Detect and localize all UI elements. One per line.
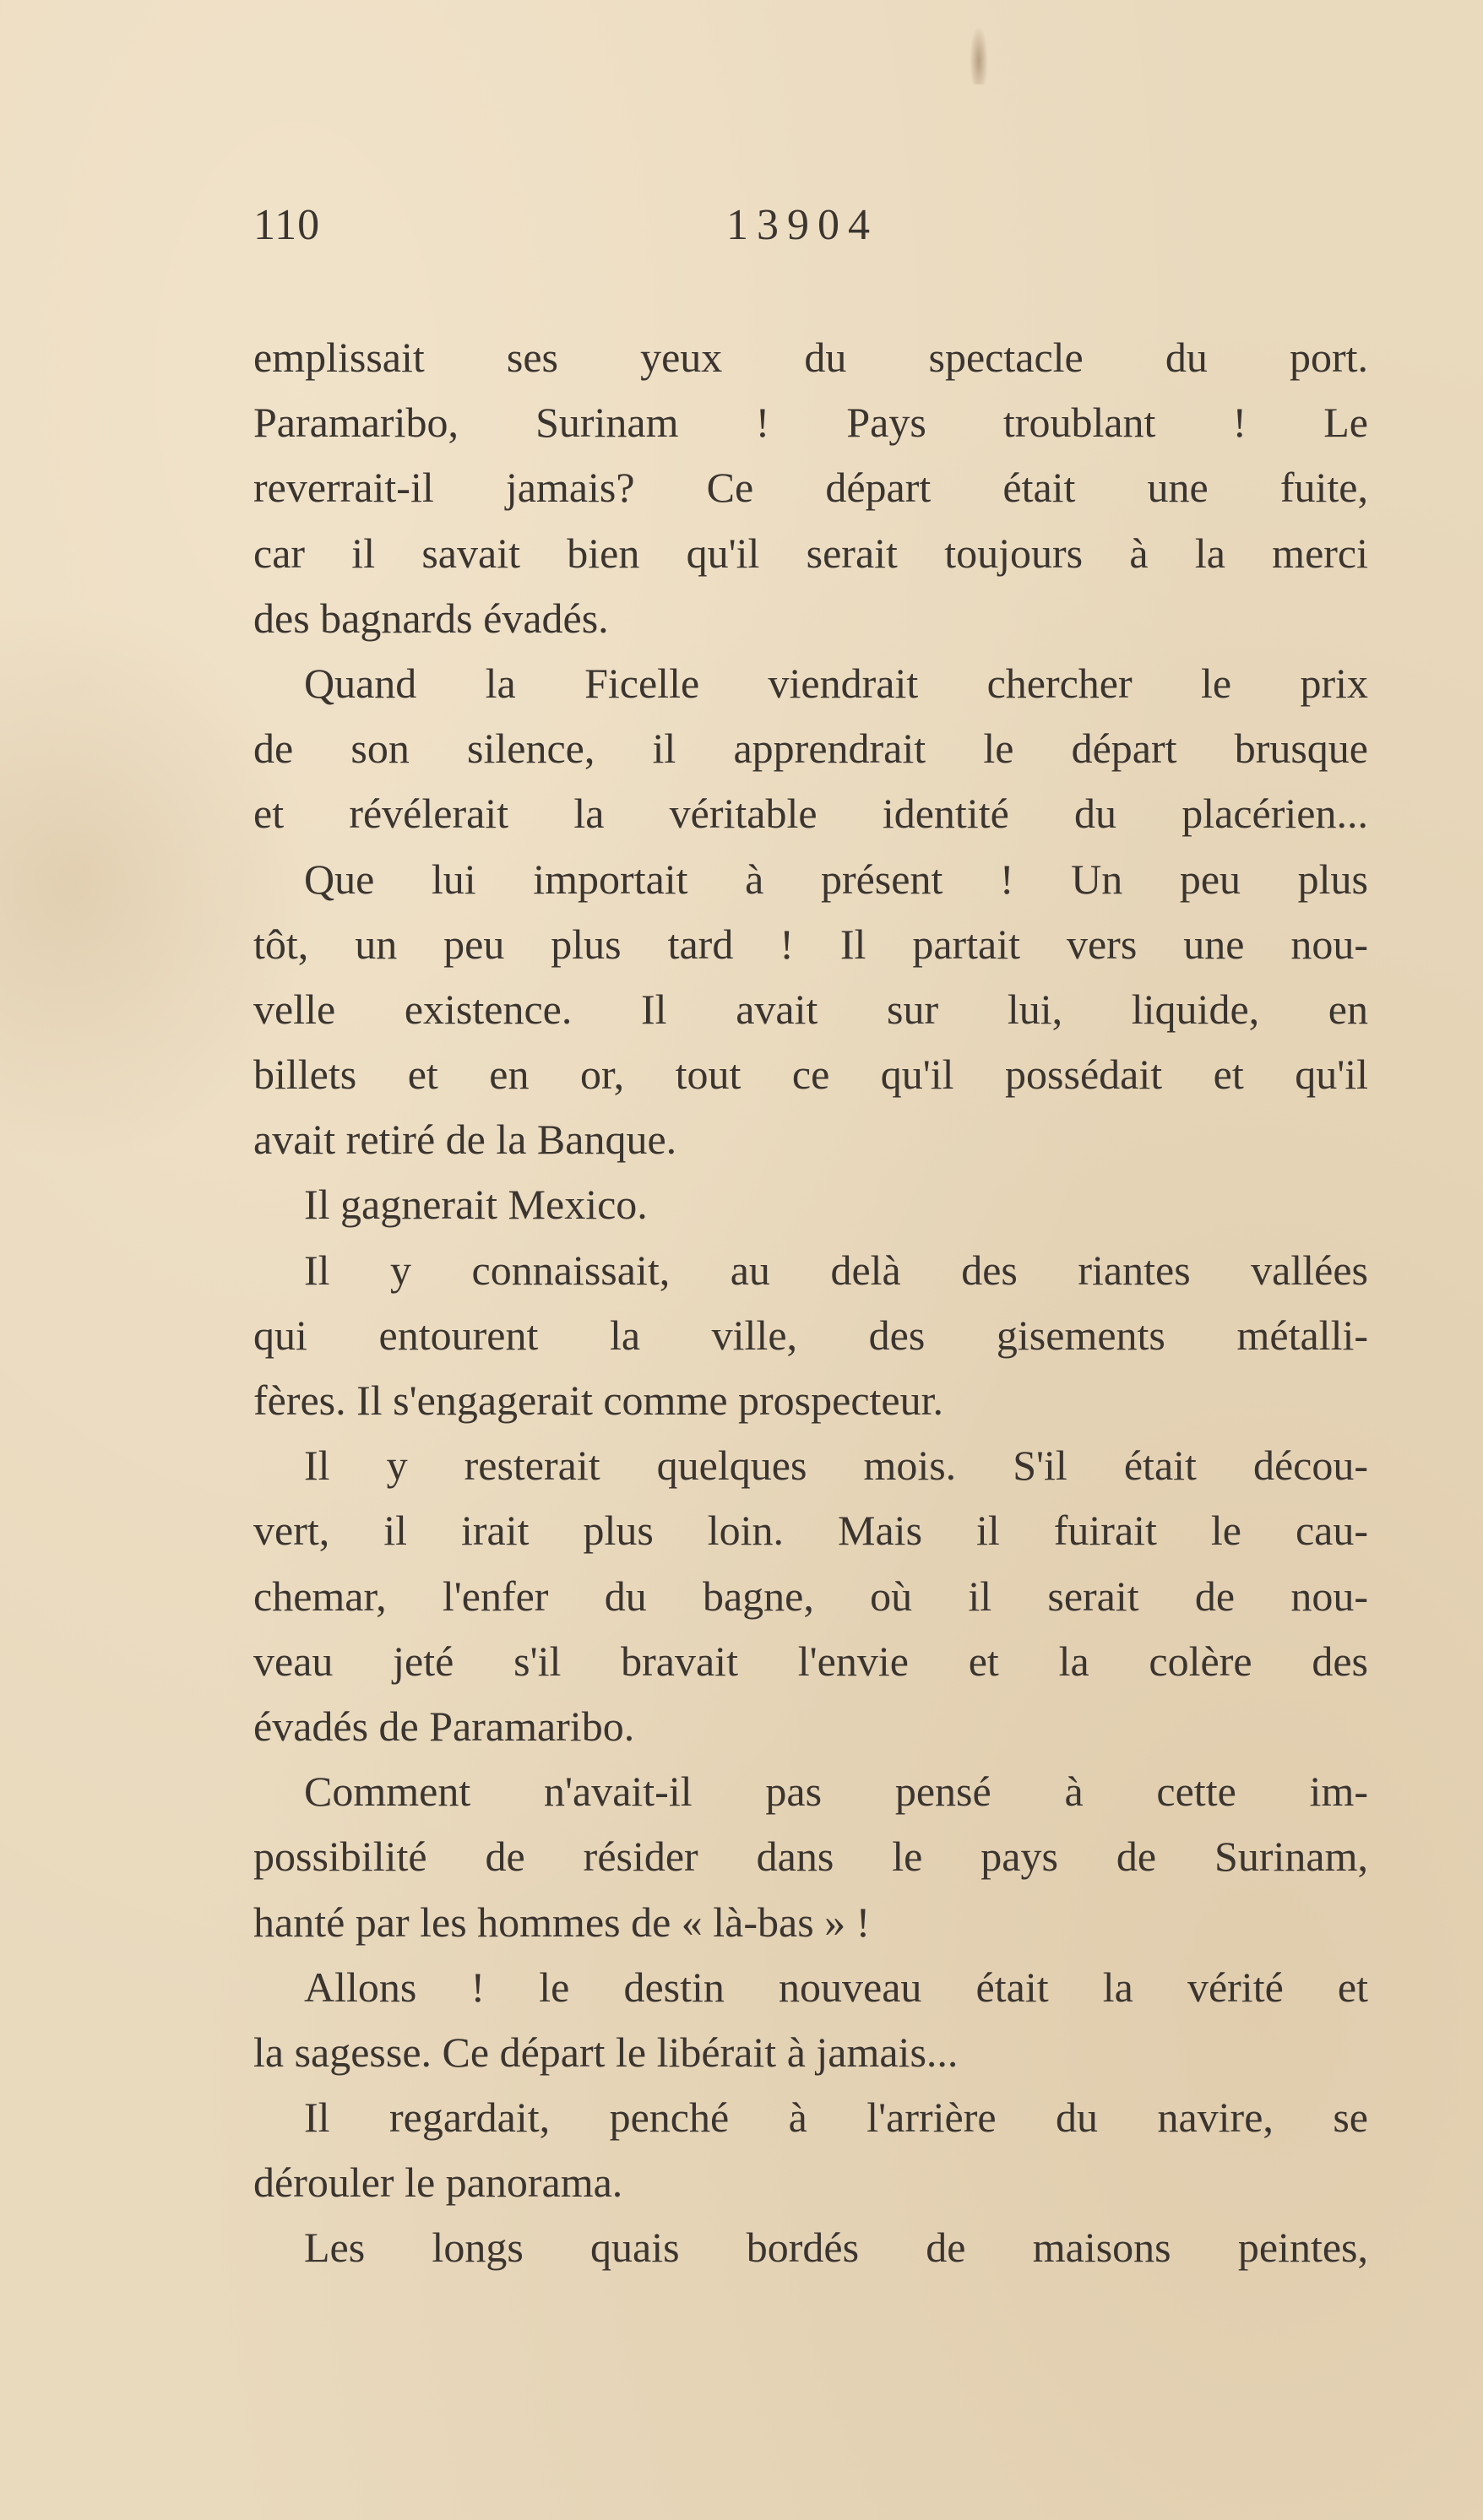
paper-stain	[970, 25, 988, 84]
page-number: 110	[253, 201, 321, 249]
text-line: Quand la Ficelle viendrait chercher le prix	[304, 659, 1368, 707]
text-line: emplissait ses yeux du spectacle du port.	[253, 334, 1368, 381]
text-line: Il gagnerait Mexico.	[304, 1181, 648, 1229]
page-header	[253, 196, 1368, 255]
text-line: chemar, l'enfer du bagne, où il serait de nou-	[253, 1572, 1368, 1620]
text-line: veau jeté s'il bravait l'envie et la colère des	[253, 1637, 1368, 1685]
text-line: possibilité de résider dans le pays de Surinam,	[253, 1833, 1368, 1881]
text-line: des bagnards évadés.	[253, 594, 609, 642]
text-line: car il savait bien qu'il serait toujours à la merci	[253, 529, 1368, 577]
text-line: vert, il irait plus loin. Mais il fuirait le cau-	[253, 1507, 1368, 1555]
text-line: Les longs quais bordés de maisons peintes,	[304, 2224, 1368, 2272]
text-line: Comment n'avait-il pas pensé à cette im-	[304, 1768, 1368, 1816]
text-line: tôt, un peu plus tard ! Il partait vers une nou-	[253, 920, 1368, 968]
text-line: la sagesse. Ce départ le libérait à jamais...	[253, 2028, 959, 2076]
text-line: Il regardait, penché à l'arrière du navire, se	[304, 2094, 1368, 2142]
text-line: Paramaribo, Surinam ! Pays troublant ! Le	[253, 399, 1368, 447]
text-line: Allons ! le destin nouveau était la vérité et	[304, 1963, 1368, 2011]
text-line: qui entourent la ville, des gisements métalli-	[253, 1311, 1368, 1359]
text-line: billets et en or, tout ce qu'il possédait et qu'il	[253, 1051, 1368, 1099]
text-line: Il y connaissait, au delà des riantes vallées	[304, 1246, 1368, 1294]
text-line: reverrait-il jamais? Ce départ était une fuite,	[253, 464, 1368, 512]
text-line: velle existence. Il avait sur lui, liquide, en	[253, 985, 1368, 1033]
text-line: hanté par les hommes de « là-bas » !	[253, 1898, 871, 1946]
text-line: et révélerait la véritable identité du placérien...	[253, 790, 1368, 838]
text-line: fères. Il s'engagerait comme prospecteur.	[253, 1377, 943, 1424]
text-line: dérouler le panorama.	[253, 2159, 623, 2207]
text-line: de son silence, il apprendrait le départ brusque	[253, 725, 1368, 773]
text-line: évadés de Paramaribo.	[253, 1702, 635, 1750]
body-text	[253, 325, 1368, 2281]
text-line: Que lui importait à présent ! Un peu plus	[304, 855, 1368, 903]
running-title: 13904	[726, 201, 878, 249]
text-line: Il y resterait quelques mois. S'il était décou-	[304, 1442, 1368, 1490]
text-line: avait retiré de la Banque.	[253, 1116, 677, 1164]
